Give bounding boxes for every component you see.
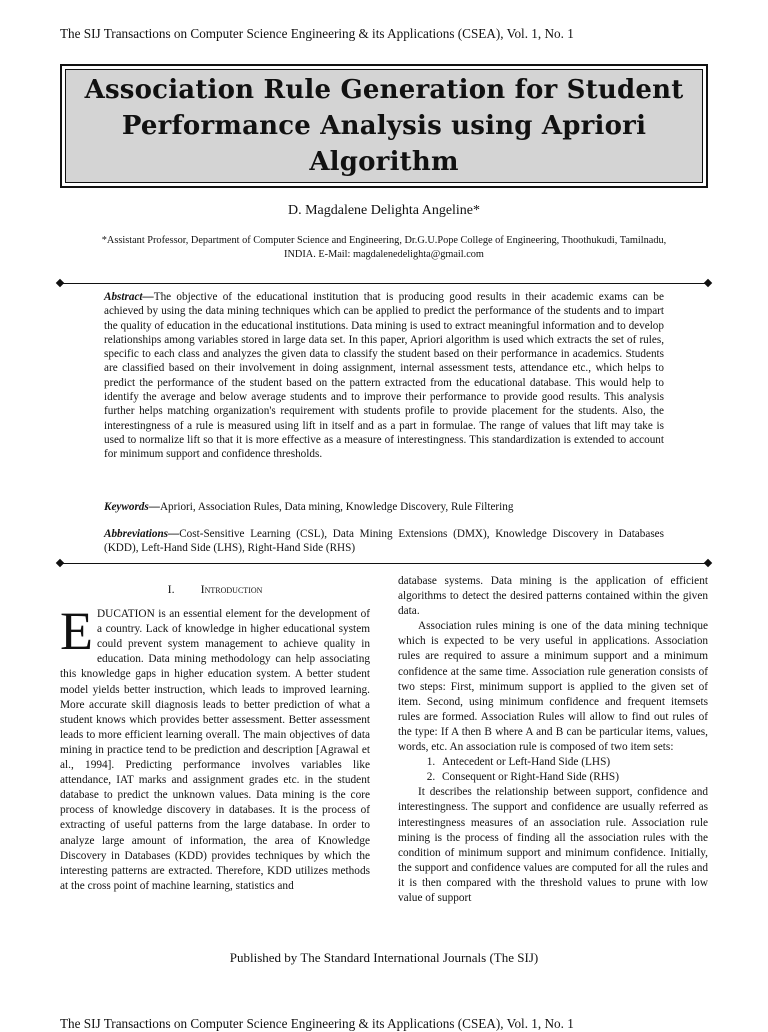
affiliation-line-2: INDIA. E-Mail: magdalenedelighta@gmail.com: [284, 249, 484, 260]
abstract-label: Abstract—: [104, 291, 154, 303]
divider-diamond-right-2: [704, 559, 712, 567]
divider-diamond-left-2: [56, 559, 64, 567]
title-inner: [65, 69, 703, 183]
intro-paragraph-1-text: DUCATION is an essential element for the development of a country. Lack of knowledge in higher educational system could prevent system management to achieve quality in education. Data mining methodology can help associating this knowledge gaps in higher education system. A better student model yields better instruction, which leads to improved learning. More accurate skill diagnosis leads to better prediction of what a student knows which provides better assessment. Better assessment leads to more efficient learning overall. The main objectives of data mining in practice tend to be prediction and description [Agrawal et al., 1994]. Predicting performance involves variables like attendance, IAT marks and assignment grades etc. in the student database to predict the unknown values. Data mining is the core process of knowledge discovery in databases. It is the process of extracting of useful patterns from the large database. In order to analyze large amount of information, the area of Knowledge Discovery in Databases (KDD) provides techniques by which the interesting patterns are extracted. Therefore, KDD utilizes methods at the cross point of machine learning, statistics and: [60, 608, 370, 892]
left-column: [60, 582, 370, 894]
intro-paragraph-3: It describes the relationship between support, confidence and interestingness. The support and confidence are usually referred as interestingness measures of an association rule. Association rule mining is the process of finding all the association rules with the condition of minimum support and minimum confidence. Initially, the support and confidence values are computed for all the rules and it is then compared with the threshold values to prune with low value of support: [398, 786, 708, 904]
affiliation: [90, 234, 678, 262]
abstract-text: The objective of the educational institution that is producing good results in their academic exams can be achieved by using the data mining techniques which can be applied to predict the performance of the students and to impart the quality of education in the educational institutions. Data mining is used to extract meaningful information and to develop relationships among variables stored in large data set. In this paper, Apriori algorithm is used which extracts the set of rules, specific to each class and analyzes the given data to classify the student based on their performance in academics. Students are classified based on their involvement in doing assignment, internal assessment tests, attendance etc., which helps to predict the performance of the student based on the pattern extracted from the educational database. This would help to identify the average and below average students and to improve their performance to provide good results. This analysis further helps matching organization's requirement with students profile to provide placement for the students. Also, the interestingness of a rule is measured using lift in itself and as a part in formulae. The range of values that lift may take is used to normalize lift so that it is more effective as a measure of interestingness. This standardization is extended to account for minimum support and confidence thresholds.: [104, 291, 664, 461]
section-title: Introduction: [200, 582, 263, 596]
top-divider: [60, 283, 708, 284]
paper-title: Association Rule Generation for Student Performance Analysis using Apriori Algorithm: [84, 75, 684, 177]
abbreviations-text: Cost-Sensitive Learning (CSL), Data Mining Extensions (DMX), Knowledge Discovery in Databases (KDD), Left-Hand Side (LHS), Right-Hand Side (RHS): [104, 528, 664, 555]
divider-diamond-left: [56, 279, 64, 287]
author: D. Magdalene Delighta Angeline*: [287, 203, 481, 218]
title-box: [60, 64, 708, 188]
section-number: I.: [167, 582, 175, 596]
bottom-divider: [60, 563, 708, 564]
journal-header: The SIJ Transactions on Computer Science Engineering & its Applications (CSEA), Vol. 1, No. 1: [60, 26, 574, 41]
right-column: [398, 574, 708, 906]
item-set-list: [398, 755, 708, 785]
divider-diamond-right: [704, 279, 712, 287]
list-item: 1. Antecedent or Left-Hand Side (LHS): [438, 755, 708, 770]
intro-continuation: database systems. Data mining is the application of efficient algorithms to detect the desired patterns contained within the given data.: [398, 575, 708, 618]
abbreviations: [104, 527, 664, 556]
intro-paragraph-2: Association rules mining is one of the data mining technique which is expected to be very useful in applications. Association rules are required to assure a minimum support and a minimum confidence at the same time. Association rule generation consists of two steps: First, minimum support is applied to the given set of item. Second, using minimum confidence and frequent itemsets rules are formed. Association Rules will allow to find out rules of the type: If A then B where A and B can be particular items, values, words, etc. An association rule is composed of two item sets:: [398, 620, 708, 754]
affiliation-line-1: *Assistant Professor, Department of Computer Science and Engineering, Dr.G.U.Pope College of Engineering, Thoothukudi, Tamilnadu,: [101, 235, 667, 246]
keywords-label: Keywords—: [104, 501, 160, 513]
next-page-header: The SIJ Transactions on Computer Science Engineering & its Applications (CSEA), Vol. 1, No. 1: [60, 1016, 574, 1031]
list-item: 2. Consequent or Right-Hand Side (RHS): [438, 770, 708, 785]
section-heading: [60, 582, 370, 597]
keywords-text: Apriori, Association Rules, Data mining, Knowledge Discovery, Rule Filtering: [159, 501, 514, 513]
abbreviations-label: Abbreviations—: [104, 528, 180, 540]
intro-paragraph-1: [60, 601, 370, 894]
abstract: [104, 290, 664, 462]
page-footer: Published by The Standard International Journals (The SIJ): [229, 950, 539, 965]
keywords: [104, 500, 664, 514]
drop-cap: E: [60, 601, 93, 662]
